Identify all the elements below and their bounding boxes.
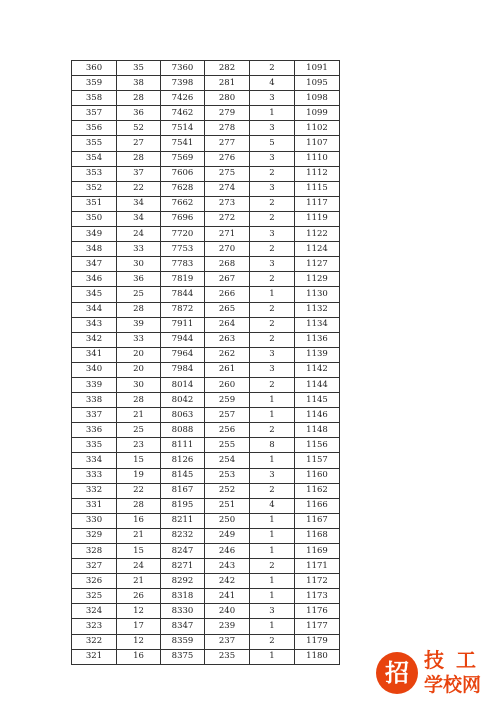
table-cell: 1	[250, 589, 295, 604]
table-cell: 256	[205, 423, 250, 438]
table-cell: 15	[117, 453, 161, 468]
table-cell: 272	[205, 211, 250, 226]
table-cell: 281	[205, 76, 250, 91]
table-cell: 38	[117, 76, 161, 91]
table-cell: 334	[72, 453, 117, 468]
table-cell: 20	[117, 362, 161, 377]
table-cell: 1142	[295, 362, 340, 377]
table-cell: 28	[117, 498, 161, 513]
table-cell: 4	[250, 498, 295, 513]
table-cell: 349	[72, 227, 117, 242]
table-cell: 278	[205, 121, 250, 136]
table-cell: 1176	[295, 604, 340, 619]
table-cell: 2	[250, 559, 295, 574]
table-cell: 333	[72, 468, 117, 483]
table-cell: 262	[205, 347, 250, 362]
table-cell: 271	[205, 227, 250, 242]
table-cell: 3	[250, 604, 295, 619]
table-cell: 356	[72, 121, 117, 136]
table-cell: 250	[205, 513, 250, 528]
table-cell: 2	[250, 634, 295, 649]
table-cell: 329	[72, 528, 117, 543]
table-cell: 1	[250, 544, 295, 559]
table-cell: 4	[250, 76, 295, 91]
table-cell: 254	[205, 453, 250, 468]
table-cell: 1112	[295, 166, 340, 181]
table-cell: 1	[250, 393, 295, 408]
table-cell: 7462	[161, 106, 205, 121]
table-cell: 8292	[161, 574, 205, 589]
table-cell: 7662	[161, 196, 205, 211]
table-cell: 30	[117, 377, 161, 392]
table-cell: 7696	[161, 211, 205, 226]
table-cell: 1	[250, 528, 295, 543]
table-cell: 1	[250, 453, 295, 468]
table-cell: 21	[117, 408, 161, 423]
table-row	[72, 528, 340, 543]
table-row	[72, 498, 340, 513]
table-cell: 322	[72, 634, 117, 649]
table-cell: 3	[250, 91, 295, 106]
table-cell: 257	[205, 408, 250, 423]
table-cell: 1139	[295, 347, 340, 362]
table-cell: 358	[72, 91, 117, 106]
table-cell: 273	[205, 196, 250, 211]
table-cell: 240	[205, 604, 250, 619]
table-cell: 267	[205, 272, 250, 287]
table-cell: 242	[205, 574, 250, 589]
table-cell: 243	[205, 559, 250, 574]
table-cell: 7984	[161, 362, 205, 377]
table-cell: 8088	[161, 423, 205, 438]
table-cell: 8063	[161, 408, 205, 423]
table-cell: 3	[250, 227, 295, 242]
table-cell: 3	[250, 362, 295, 377]
table-cell: 265	[205, 302, 250, 317]
table-cell: 340	[72, 362, 117, 377]
table-cell: 1127	[295, 257, 340, 272]
table-cell: 16	[117, 513, 161, 528]
table-cell: 1166	[295, 498, 340, 513]
table-cell: 2	[250, 332, 295, 347]
table-cell: 237	[205, 634, 250, 649]
table-row	[72, 151, 340, 166]
table-cell: 2	[250, 61, 295, 76]
table-row	[72, 362, 340, 377]
table-cell: 251	[205, 498, 250, 513]
table-row	[72, 332, 340, 347]
table-cell: 3	[250, 468, 295, 483]
table-cell: 1157	[295, 453, 340, 468]
table-row	[72, 604, 340, 619]
table-cell: 323	[72, 619, 117, 634]
table-cell: 353	[72, 166, 117, 181]
table-cell: 7569	[161, 151, 205, 166]
table-row	[72, 302, 340, 317]
table-cell: 1167	[295, 513, 340, 528]
table-row	[72, 544, 340, 559]
table-cell: 1146	[295, 408, 340, 423]
score-table-body	[72, 61, 340, 665]
table-row	[72, 468, 340, 483]
table-cell: 33	[117, 332, 161, 347]
table-cell: 325	[72, 589, 117, 604]
table-cell: 1095	[295, 76, 340, 91]
table-cell: 8195	[161, 498, 205, 513]
table-cell: 1	[250, 408, 295, 423]
table-cell: 8211	[161, 513, 205, 528]
table-cell: 1179	[295, 634, 340, 649]
table-cell: 26	[117, 589, 161, 604]
table-cell: 1	[250, 287, 295, 302]
table-row	[72, 227, 340, 242]
table-cell: 7911	[161, 317, 205, 332]
table-row	[72, 634, 340, 649]
table-cell: 7964	[161, 347, 205, 362]
table-cell: 2	[250, 196, 295, 211]
table-cell: 5	[250, 136, 295, 151]
table-row	[72, 649, 340, 664]
table-cell: 1	[250, 574, 295, 589]
table-row	[72, 287, 340, 302]
table-cell: 275	[205, 166, 250, 181]
table-cell: 1	[250, 649, 295, 664]
site-watermark-logo	[376, 648, 494, 700]
table-cell: 3	[250, 181, 295, 196]
table-cell: 7844	[161, 287, 205, 302]
table-cell: 34	[117, 211, 161, 226]
table-cell: 2	[250, 317, 295, 332]
watermark-text-line1: 技工	[424, 648, 488, 672]
table-cell: 30	[117, 257, 161, 272]
table-cell: 2	[250, 377, 295, 392]
table-cell: 1	[250, 513, 295, 528]
table-cell: 7753	[161, 242, 205, 257]
table-cell: 1173	[295, 589, 340, 604]
table-cell: 252	[205, 483, 250, 498]
table-cell: 8042	[161, 393, 205, 408]
table-cell: 36	[117, 106, 161, 121]
table-cell: 22	[117, 483, 161, 498]
table-cell: 52	[117, 121, 161, 136]
table-cell: 15	[117, 544, 161, 559]
table-row	[72, 619, 340, 634]
table-cell: 321	[72, 649, 117, 664]
table-cell: 8	[250, 438, 295, 453]
table-row	[72, 453, 340, 468]
table-cell: 268	[205, 257, 250, 272]
score-table	[71, 60, 340, 665]
table-cell: 8359	[161, 634, 205, 649]
table-cell: 23	[117, 438, 161, 453]
table-cell: 342	[72, 332, 117, 347]
table-cell: 2	[250, 302, 295, 317]
table-cell: 360	[72, 61, 117, 76]
table-cell: 274	[205, 181, 250, 196]
table-cell: 21	[117, 528, 161, 543]
table-cell: 1162	[295, 483, 340, 498]
table-cell: 7426	[161, 91, 205, 106]
table-cell: 28	[117, 91, 161, 106]
table-cell: 331	[72, 498, 117, 513]
table-cell: 8247	[161, 544, 205, 559]
table-cell: 7541	[161, 136, 205, 151]
table-cell: 37	[117, 166, 161, 181]
table-cell: 3	[250, 257, 295, 272]
table-cell: 39	[117, 317, 161, 332]
table-cell: 8375	[161, 649, 205, 664]
table-cell: 28	[117, 393, 161, 408]
table-cell: 355	[72, 136, 117, 151]
table-cell: 3	[250, 151, 295, 166]
table-cell: 2	[250, 423, 295, 438]
table-cell: 20	[117, 347, 161, 362]
table-cell: 343	[72, 317, 117, 332]
table-cell: 235	[205, 649, 250, 664]
table-cell: 335	[72, 438, 117, 453]
table-cell: 1130	[295, 287, 340, 302]
table-cell: 1117	[295, 196, 340, 211]
table-cell: 34	[117, 196, 161, 211]
table-cell: 263	[205, 332, 250, 347]
table-cell: 1115	[295, 181, 340, 196]
table-cell: 332	[72, 483, 117, 498]
table-cell: 21	[117, 574, 161, 589]
watermark-badge: 招	[376, 652, 418, 694]
table-row	[72, 76, 340, 91]
table-row	[72, 574, 340, 589]
table-cell: 259	[205, 393, 250, 408]
table-cell: 1171	[295, 559, 340, 574]
table-cell: 330	[72, 513, 117, 528]
table-cell: 27	[117, 136, 161, 151]
watermark-text-line2: 学校网	[424, 674, 482, 696]
table-cell: 8126	[161, 453, 205, 468]
table-cell: 1172	[295, 574, 340, 589]
table-cell: 249	[205, 528, 250, 543]
table-cell: 359	[72, 76, 117, 91]
table-row	[72, 589, 340, 604]
table-cell: 2	[250, 211, 295, 226]
table-cell: 12	[117, 604, 161, 619]
table-cell: 8330	[161, 604, 205, 619]
table-cell: 2	[250, 483, 295, 498]
table-cell: 282	[205, 61, 250, 76]
table-cell: 1136	[295, 332, 340, 347]
table-cell: 255	[205, 438, 250, 453]
table-cell: 25	[117, 287, 161, 302]
table-cell: 7514	[161, 121, 205, 136]
table-cell: 22	[117, 181, 161, 196]
table-cell: 28	[117, 151, 161, 166]
table-cell: 239	[205, 619, 250, 634]
table-cell: 1110	[295, 151, 340, 166]
table-cell: 12	[117, 634, 161, 649]
table-cell: 8167	[161, 483, 205, 498]
table-cell: 2	[250, 166, 295, 181]
table-cell: 347	[72, 257, 117, 272]
table-cell: 246	[205, 544, 250, 559]
table-cell: 8271	[161, 559, 205, 574]
table-cell: 8232	[161, 528, 205, 543]
table-cell: 33	[117, 242, 161, 257]
table-cell: 17	[117, 619, 161, 634]
table-cell: 1	[250, 619, 295, 634]
table-row	[72, 91, 340, 106]
table-cell: 344	[72, 302, 117, 317]
table-cell: 277	[205, 136, 250, 151]
table-cell: 1168	[295, 528, 340, 543]
table-row	[72, 136, 340, 151]
table-cell: 1177	[295, 619, 340, 634]
table-cell: 357	[72, 106, 117, 121]
table-cell: 241	[205, 589, 250, 604]
table-cell: 24	[117, 227, 161, 242]
table-cell: 16	[117, 649, 161, 664]
table-cell: 341	[72, 347, 117, 362]
table-row	[72, 61, 340, 76]
table-cell: 7720	[161, 227, 205, 242]
table-cell: 260	[205, 377, 250, 392]
table-cell: 3	[250, 121, 295, 136]
table-cell: 19	[117, 468, 161, 483]
table-row	[72, 317, 340, 332]
table-cell: 7944	[161, 332, 205, 347]
table-cell: 324	[72, 604, 117, 619]
table-cell: 25	[117, 423, 161, 438]
table-cell: 1148	[295, 423, 340, 438]
table-row	[72, 483, 340, 498]
table-cell: 7783	[161, 257, 205, 272]
table-cell: 1107	[295, 136, 340, 151]
table-cell: 8318	[161, 589, 205, 604]
table-cell: 348	[72, 242, 117, 257]
table-cell: 261	[205, 362, 250, 377]
table-cell: 276	[205, 151, 250, 166]
table-cell: 266	[205, 287, 250, 302]
table-row	[72, 181, 340, 196]
table-cell: 7360	[161, 61, 205, 76]
table-cell: 8145	[161, 468, 205, 483]
table-cell: 1169	[295, 544, 340, 559]
table-row	[72, 513, 340, 528]
table-cell: 352	[72, 181, 117, 196]
table-cell: 354	[72, 151, 117, 166]
table-cell: 1122	[295, 227, 340, 242]
table-cell: 1124	[295, 242, 340, 257]
table-cell: 8014	[161, 377, 205, 392]
table-cell: 1	[250, 106, 295, 121]
table-row	[72, 423, 340, 438]
table-row	[72, 272, 340, 287]
table-cell: 1098	[295, 91, 340, 106]
table-cell: 2	[250, 242, 295, 257]
table-row	[72, 211, 340, 226]
table-cell: 253	[205, 468, 250, 483]
table-cell: 346	[72, 272, 117, 287]
table-cell: 336	[72, 423, 117, 438]
table-cell: 7872	[161, 302, 205, 317]
table-cell: 36	[117, 272, 161, 287]
table-cell: 7628	[161, 181, 205, 196]
table-cell: 1102	[295, 121, 340, 136]
table-row	[72, 166, 340, 181]
table-cell: 8347	[161, 619, 205, 634]
table-cell: 7398	[161, 76, 205, 91]
table-cell: 2	[250, 272, 295, 287]
table-cell: 35	[117, 61, 161, 76]
table-cell: 1156	[295, 438, 340, 453]
table-cell: 270	[205, 242, 250, 257]
table-cell: 8111	[161, 438, 205, 453]
table-row	[72, 559, 340, 574]
table-cell: 7819	[161, 272, 205, 287]
table-row	[72, 393, 340, 408]
table-cell: 339	[72, 377, 117, 392]
table-cell: 345	[72, 287, 117, 302]
table-cell: 280	[205, 91, 250, 106]
table-cell: 326	[72, 574, 117, 589]
table-cell: 1134	[295, 317, 340, 332]
table-row	[72, 408, 340, 423]
table-row	[72, 257, 340, 272]
table-cell: 3	[250, 347, 295, 362]
table-row	[72, 347, 340, 362]
table-cell: 279	[205, 106, 250, 121]
table-row	[72, 438, 340, 453]
table-cell: 1132	[295, 302, 340, 317]
table-cell: 264	[205, 317, 250, 332]
table-cell: 337	[72, 408, 117, 423]
table-cell: 1091	[295, 61, 340, 76]
table-cell: 350	[72, 211, 117, 226]
table-cell: 28	[117, 302, 161, 317]
table-cell: 1145	[295, 393, 340, 408]
table-cell: 338	[72, 393, 117, 408]
table-cell: 1144	[295, 377, 340, 392]
table-cell: 24	[117, 559, 161, 574]
table-cell: 1180	[295, 649, 340, 664]
table-cell: 7606	[161, 166, 205, 181]
table-cell: 327	[72, 559, 117, 574]
table-cell: 1099	[295, 106, 340, 121]
table-cell: 328	[72, 544, 117, 559]
table-cell: 1129	[295, 272, 340, 287]
table-row	[72, 121, 340, 136]
table-cell: 351	[72, 196, 117, 211]
table-cell: 1119	[295, 211, 340, 226]
table-row	[72, 196, 340, 211]
table-cell: 1160	[295, 468, 340, 483]
table-row	[72, 377, 340, 392]
table-row	[72, 242, 340, 257]
table-row	[72, 106, 340, 121]
